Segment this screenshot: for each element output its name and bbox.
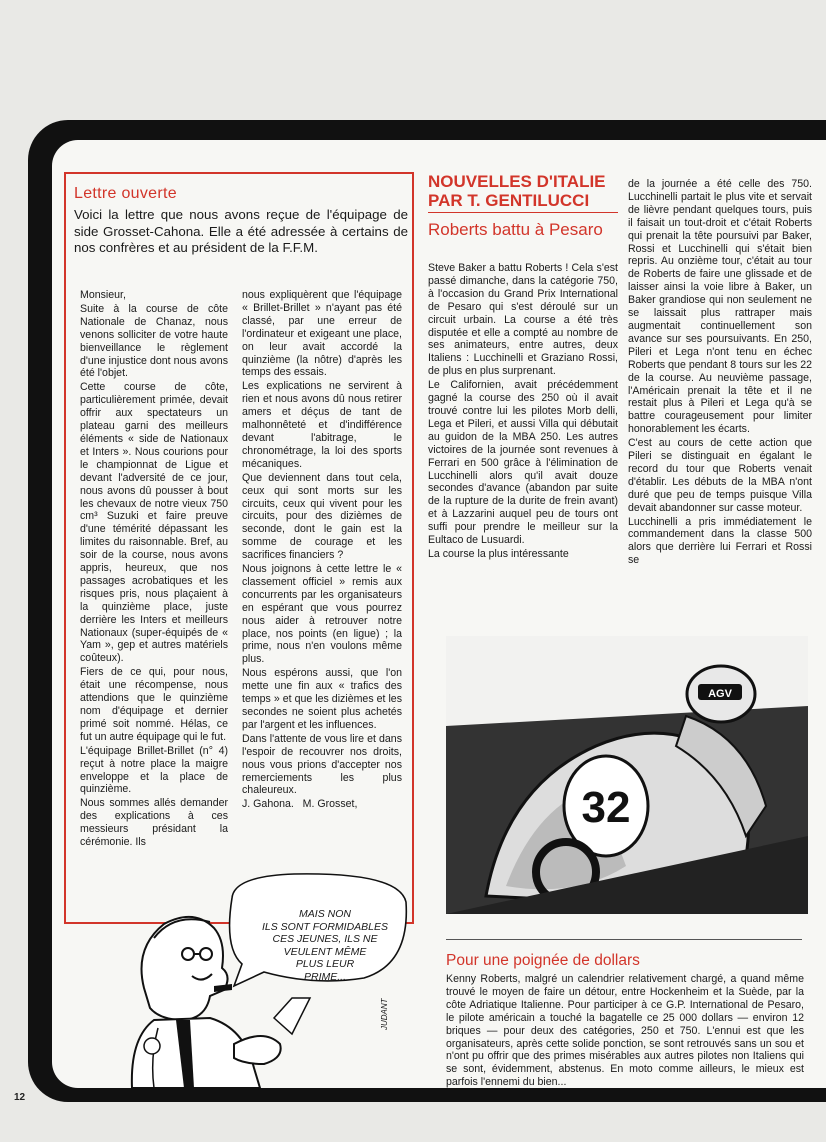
lettre-column-1 — [80, 289, 228, 850]
dollars-body: Kenny Roberts, malgré un calendrier relativement chargé, a quand même trouvé le moyen de faire un détour, entre Hockenheim et la Suède, par la côte Adriatique Italienne. Pour participer à ce G.P. International de Pesaro, le pilote américain a touché la bagatelle ce 25 000 dollars — environ 12 briques — pour deux des catégories, 250 et 750. L'ennui est que les organisateurs, après cette solide ponction, se sont retrouvés sans un sou et n'ont pu offrir que des primes misérables aux autres pilotes non Italiens qui se sont, évidemment, abstenus. En moto comme ailleurs, le mieux est parfois l'ennemi du bien... — [446, 973, 804, 1089]
race-photo — [446, 636, 808, 914]
paragraph: L'équipage Brillet-Brillet (n° 4) reçut à notre place la maigre enveloppe et la place de quinzième. — [80, 744, 228, 796]
paragraph: Steve Baker a battu Roberts ! Cela s'est passé dimanche, dans la catégorie 750, à l'occasion du Grand Prix International de Pesaro qui s'est déroulé sur un circuit urbain. La course a été très disputée et elle a compté au nombre de ses animateurs, entre autres, deux Italiens : Lucchinelli et Graziano Rossi, de plus en plus surprenant. — [428, 262, 618, 378]
paragraph: La course la plus intéressante — [428, 547, 569, 560]
cartoon-speech-balloon — [236, 908, 414, 984]
paragraph: Les explications ne servirent à rien et nous avons dû nous retirer amers et déçus de tant de malhonnêteté et d'indifférence devant l'abitrage, le chronométrage, la loi des sports mécaniques. — [242, 380, 402, 470]
motorcycle-rider-image — [446, 636, 808, 914]
lettre-column-2 — [242, 289, 402, 812]
lettre-title: Lettre ouverte — [74, 185, 177, 202]
paragraph: Nous joignons à cette lettre le « classement officiel » remis aux concurrents par les organisateurs en espérant que vous pourrez nous aider à retrouver notre place, nos points (en ligue) ; la prime, nous n'en voulons même plus. — [242, 563, 402, 666]
balloon-line: ILS SONT FORMIDABLES — [261, 920, 389, 933]
cartoon-artist-signature: JUDANT — [380, 998, 389, 1030]
balloon-line: MAIS NON — [299, 908, 351, 920]
nouvelles-column-2 — [628, 178, 812, 568]
paragraph: C'est au cours de cette action que Pileri se distinguait en égalant le record du tour que Roberts venait d'établir. Les débuts de la MBA n'ont duré que peu de temps puisque Villa devait abandonner sur casse moteur. — [628, 437, 812, 514]
paragraph: Lucchinelli a pris immédiatement le commandement dans la classe 500 alors que derrière lui Ferrari et Rossi se — [628, 515, 812, 567]
paragraph: Fiers de ce qui, pour nous, était une récompense, nous attendions que le quinzième nom d'équipage et dernier primé soit nommé. Hélas, ce fut un autre équipage qui le fut. — [80, 666, 228, 743]
section-divider — [446, 939, 802, 940]
lettre-intro: Voici la lettre que nous avons reçue de l'équipage de side Grosset-Cahona. Elle a été adressée à certains de nos confrères et au président de la F.F.M. — [74, 207, 408, 255]
paragraph: Monsieur, — [80, 289, 126, 301]
bike-number: 32 — [581, 783, 631, 832]
paragraph: Nous espérons aussi, que l'on mette une fin aux « trafics des temps » et que les dizièmes et les secondes ne soient plus achetés par l'argent et les influences. — [242, 667, 402, 731]
paragraph: Nous sommes allés demander des explications à ces messieurs présidant la cérémonie. Ils — [80, 797, 228, 849]
page-number: 12 — [14, 1092, 26, 1103]
roberts-headline: Roberts battu à Pesaro — [428, 220, 603, 239]
dollars-title: Pour une poignée de dollars — [446, 952, 640, 969]
balloon-line: CES JEUNES, ILS NE — [272, 933, 378, 946]
paragraph: Suite à la course de côte Nationale de Chanaz, nous venons solliciter de votre haute bienveillance le règlement d'une injustice dont nous avons été l'objet. — [80, 302, 228, 380]
balloon-line: PRIME... — [303, 970, 346, 983]
helmet-brand: AGV — [708, 688, 732, 700]
nouvelles-divider — [428, 212, 618, 213]
paragraph: Que deviennent dans tout cela, ceux qui sont morts sur les circuits, ceux qui vivent pour les circuits, pour des dizièmes de seconde, dont le gain est la somme de courage et les sacrifices financiers ? — [242, 471, 402, 562]
paragraph: Dans l'attente de vous lire et dans l'espoir de recouvrer nos droits, nous vous prions d'accepter nos remerciements les plus chaleureux. — [242, 732, 402, 797]
paragraph: nous expliquèrent que l'équipage « Brillet-Brillet » n'ayant pas été classé, par une erreur de l'ordinateur et exigeant une place, on leur avait accordé la quinzième (la nôtre) d'après les temps des essais. — [242, 289, 402, 379]
nouvelles-column-1 — [428, 262, 618, 562]
balloon-line: VEULENT MÊME — [283, 945, 367, 958]
paragraph: Cette course de côte, particulièrement primée, devait offrir aux spectateurs un plateau garni des meilleurs éléments « side de Nationaux et Inters ». Nous courions pour le championnat de Ligue et devant l'adversité de ce jour, nous avons dû pousser à bout les chevaux de notre vieux 750 cm³ Suzuki et faire preuve d'une témérité dépassant les limites du raisonnable. Bref, au soir de la course, nous avons appris, heureux, que nos passages acrobatiques et les risques pris, nous plaçaient à la quinzième place, juste derrière les Inters et meilleurs Nationaux (super-équipés de « Yam », gep et autres matériels coûteux). — [80, 381, 228, 665]
paragraph: Le Californien, avait précédemment gagné la course des 250 où il avait trouvé contre lui les pilotes Morb delli, Lega et Pileri, et aussi Villa qui débutait au guidon de la MBA 250. Les autres victoires de la journée sont revenues à Ferrari en 500 grâce à l'élimination de Lucchinelli alors qu'il avait douze secondes d'avance (abandon par suite de la rupture de la durite de frein avant) et à Lazzarini auquel peu de tours ont suffi pour prendre le meilleur sur la Eultaco de Lusuardi. — [428, 379, 618, 547]
nouvelles-title: NOUVELLES D'ITALIE PAR T. GENTILUCCI — [428, 172, 606, 210]
paragraph: de la journée a été celle des 750. Lucchinelli partait le plus vite et servait de lièvre pendant quelques tours, puis il faisait un tout-droit et c'était Roberts qui prenait la tête poursuivi par Baker, Rossi et Lucchinelli qui s'était bien repris. Au onzième tour, c'était au tour de Roberts de faire une glissade et de laisser ainsi la voie libre à Baker, un Baker grandiose qui non seulement ne se laissait plus rattraper mais augmentait continuellement son avance sur ses poursuivants. En 250, Pileri et Lega n'ont tenu en échec Roberts que pendant 8 tours sur les 22 de la course. Au neuvième passage, l'Américain prenait la tête et il ne restait plus à Pileri et Lega qu'à se battre courageusement pour limiter honorablement les écarts. — [628, 178, 812, 436]
lettre-signature: J. Gahona. M. Grosset, — [242, 798, 358, 811]
balloon-line: PLUS LEUR — [295, 958, 355, 971]
